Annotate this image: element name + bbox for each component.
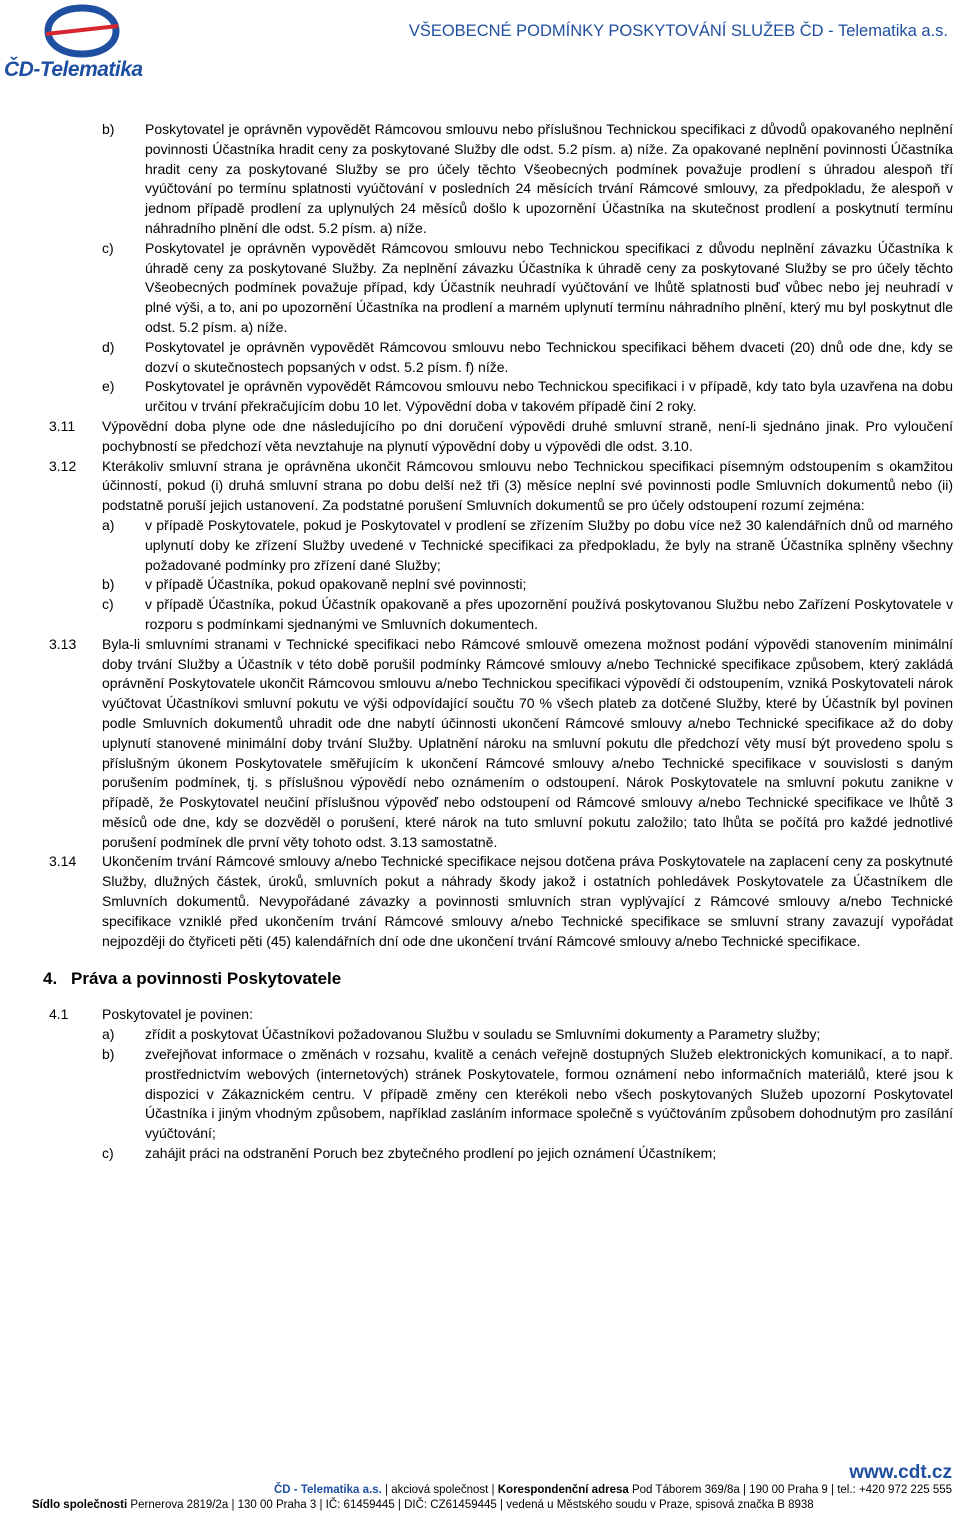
section-number: 4.	[43, 969, 58, 989]
item-text: zveřejňovat informace o změnách v rozsahu, kvalitě a cenách veřejně dostupných Služeb elektronických komunikací, a to např. prostřednictvím webových (internetových) stránek Poskytovatele, formou oznámení nebo informačních materiálů, které jsou k dispozici v Zákaznickém centru. V případě změny cen kterékoli nebo všech poskytovaných Služeb upozorní Poskytovatel Účastníka i jiným vhodným způsobem, například zasláním informace společně s vyúčtováním způsobem dohodnutým pro zasílání vyúčtování;	[145, 1046, 953, 1142]
item-text: Poskytovatel je oprávněn vypovědět Rámcovou smlouvu nebo Technickou specifikaci z důvodu neplnění závazku Účastníka k úhradě ceny za poskytované Služby. Za neplnění závazku Účastníka k úhradě ceny za poskytované Služby se pro účely těchto Všeobecných podmínek považuje případ, kdy Účastník neuhradí vyúčtování ve lhůtě splatnosti buď vůbec nebo jej neuhradí v plné výši, a to, ani po upozornění Účastníka na prodlení a marném uplynutí termínu náhradního plnění, který mu byl poskytnut dle odst. 5.2 písm. a) níže.	[145, 239, 953, 335]
clause-3-10-b	[102, 120, 953, 239]
clause-3-12	[49, 457, 953, 516]
footer-legal-form: akciová společnost	[391, 1484, 489, 1496]
clause-4-1-c	[102, 1144, 953, 1164]
footer-registry: vedená u Městského soudu v Praze, spisová značka B 8938	[506, 1499, 814, 1511]
footer-contact-line: ČD - Telematika a.s. | akciová společnost | Korespondenční adresa Pod Táborem 369/8a | 190 00 Praha 9 | tel.: +420 972 225 555	[273, 1484, 952, 1496]
item-label: c)	[102, 1145, 114, 1162]
clause-text: Poskytovatel je povinen:	[102, 1006, 253, 1023]
clause-3-10-c	[102, 239, 953, 338]
item-text: zahájit práci na odstranění Poruch bez zbytečného prodlení po jejich oznámení Účastníkem;	[145, 1145, 717, 1162]
footer-corr-address: Pod Táborem 369/8a | 190 00 Praha 9 |	[631, 1484, 835, 1496]
item-text: v případě Poskytovatele, pokud je Poskytovatel v prodlení se zřízením Služby po dobu více než 30 kalendářních dnů od marného uplynutí doby ke zřízení Služby uvedené v Technické specifikaci za předpokladu, že byly na straně Účastníka splněny všechny požadované podmínky pro zřízení dané Služby;	[145, 516, 953, 573]
clause-text: Kterákoliv smluvní strana je oprávněna ukončit Rámcovou smlouvu nebo Technickou specifikaci písemným odstoupením s okamžitou účinností, pokud (i) druhá smluvní strana po dobu delší než tři (3) měsíce neplní své povinnosti podle Smluvních dokumentů nebo (ii) podstatně poruší jejich ustanovení. Za podstatné porušení Smluvních dokumentů se pro účely odstoupení rozumí zejména:	[102, 457, 953, 514]
clause-number: 3.13	[49, 635, 77, 652]
item-label: b)	[102, 1046, 115, 1063]
clause-4-1-a	[102, 1025, 953, 1045]
clause-3-12-c	[102, 595, 953, 635]
logo-text: ČD-Telematika	[4, 58, 143, 81]
document-title: VŠEOBECNÉ PODMÍNKY POSKYTOVÁNÍ SLUŽEB ČD - Telematika a.s.	[408, 22, 948, 40]
footer-seat-address: Pernerova 2819/2a | 130 00 Praha 3 |	[130, 1499, 323, 1511]
footer-ic: IČ: 61459445	[325, 1499, 395, 1511]
clause-text: Výpovědní doba plyne ode dne následujícího po dni doručení výpovědi druhé smluvní straně, není-li sjednáno jinak. Pro vyloučení pochybností se předchozí věta nevztahuje na plynutí výpovědní doby u výpovědi dle odst. 3.10.	[102, 417, 953, 454]
clause-3-10-d	[102, 338, 953, 378]
clause-text: Byla-li smluvními stranami v Technické specifikaci nebo Rámcové smlouvě omezena možnost podání výpovědi stanovením minimální doby trvání Služby a Účastník v této době porušil podmínky Rámcové smlouvy a/nebo Technické specifikace způsobem, který zakládá oprávnění Poskytovatele ukončit Rámcovou smlouvu a/nebo Technickou specifikaci výpovědí či odstoupením, vzniká Poskytovateli nárok vyúčtovat Účastníkovi smluvní pokutu ve výši odpovídající součtu 70 % všech plateb za dotčené Služby, které by Účastník byl povinen podle Smluvních dokumentů uhradit ode dne nabytí účinnosti ukončení Rámcové smlouvy a/nebo Technické specifikace až do doby uplynutí stanovené minimální doby trvání Služby. Uplatnění nároku na smluvní pokutu dle předchozí věty musí být provedeno spolu s příslušným úkonem Poskytovatele směřujícím k ukončení Rámcové smlouvy a/nebo Technické specifikace v souvislosti s daným porušením podmínek, tj. s příslušnou výpovědí nebo oznámením o odstoupení. Nárok Poskytovatele na smluvní pokutu zanikne v případě, že Poskytovatel neučiní příslušnou výpověď nebo odstoupení od Rámcové smlouvy a/nebo Technické specifikace ve lhůtě 3 měsíců ode dne, kdy se dozvěděl o porušení, které nárok na tuto smluvní pokutu založilo; tato lhůta se počítá pro každé jednotlivé porušení podmínek dle první věty tohoto odst. 3.13 samostatně.	[102, 635, 953, 850]
item-label: c)	[102, 596, 114, 613]
clause-4-1-b	[102, 1045, 953, 1144]
clause-3-12-b	[102, 575, 953, 595]
item-text: Poskytovatel je oprávněn vypovědět Rámcovou smlouvu nebo Technickou specifikaci během dvaceti (20) dnů ode dne, kdy se dozví o skutečnostech popsaných v odst. 5.2 písm. f) níže.	[145, 338, 953, 375]
item-text: zřídit a poskytovat Účastníkovi požadovanou Službu v souladu se Smluvními dokumenty a Parametry služby;	[145, 1026, 821, 1043]
company-logo	[4, 4, 154, 84]
item-label: d)	[102, 338, 115, 355]
clause-number: 3.14	[49, 853, 77, 870]
item-label: e)	[102, 378, 115, 395]
item-label: a)	[102, 516, 115, 533]
item-label: b)	[102, 576, 115, 593]
footer-tel: tel.: +420 972 225 555	[837, 1484, 952, 1496]
item-text: v případě Účastníka, pokud opakovaně neplní své povinnosti;	[145, 576, 527, 593]
page-footer	[0, 1460, 960, 1517]
item-text: Poskytovatel je oprávněn vypovědět Rámcovou smlouvu nebo Technickou specifikaci i v případě, kdy tato byla uzavřena na dobu určitou v trvání překračujícím dobu 10 let. Výpovědní doba v takovém případě činí 2 roky.	[145, 378, 953, 415]
item-text: v případě Účastníka, pokud Účastník opakovaně a přes upozornění používá poskytovanou Službu nebo Zařízení Poskytovatele v rozporu s podmínkami sjednanými ve Smluvních dokumentech.	[145, 596, 953, 632]
clause-text: Ukončením trvání Rámcové smlouvy a/nebo Technické specifikace nejsou dotčena práva Poskytovatele na zaplacení ceny za poskytnuté Služby, dlužných částek, úroků, smluvních pokut a náhrady škody jakož i ostatních pohledávek Poskytovatele za Účastníkem dle Smluvních dokumentů. Nevypořádané závazky a povinnosti smluvních stran vyplývající z Rámcové smlouvy a/nebo Technické specifikace vzniklé před ukončením trvání Rámcové smlouvy a/nebo Technické specifikace se smluvní strany zavazují vypořádat nejpozději do čtyřiceti pěti (45) kalendářních dní ode dne ukončení trvání Rámcové smlouvy a/nebo Technické specifikace.	[102, 853, 953, 949]
page-header	[0, 0, 960, 90]
footer-dic: DIČ: CZ61459445	[404, 1499, 497, 1511]
footer-company: ČD - Telematika a.s.	[273, 1484, 382, 1496]
item-label: b)	[102, 121, 115, 137]
clause-number: 4.1	[49, 1006, 69, 1023]
item-label: a)	[102, 1026, 115, 1043]
item-text: Poskytovatel je oprávněn vypovědět Rámcovou smlouvu nebo příslušnou Technickou specifikaci z důvodů opakovaného neplnění povinnosti Účastníka hradit ceny za poskytované Služby dle odst. 5.2 písm. a) níže. Za opakované neplnění povinnosti Účastníka hradit ceny za poskytované Služby se pro účely těchto Všeobecných podmínek považuje prodlení s úhradou alespoň tří vyúčtování po termínu splatnosti vyúčtování v posledních 24 měsících trvání Rámcové smlouvy, za předpokladu, že alespoň v jednom případě prodlení za uplynulých 24 měsíců došlo k upozornění Účastníka na skutečnost prodlení a poskytnutí termínu náhradního plnění dle odst. 5.2 písm. a) níže.	[145, 121, 953, 236]
clause-3-13	[49, 635, 953, 853]
footer-corr-label: Korespondenční adresa	[497, 1484, 629, 1496]
section-heading	[43, 967, 953, 991]
clause-3-10-e	[102, 377, 953, 417]
website-link[interactable]: www.cdt.cz	[849, 1462, 952, 1483]
footer-seat-line: Sídlo společnosti Pernerova 2819/2a | 130 00 Praha 3 | IČ: 61459445 | DIČ: CZ61459445 | vedená u Městského soudu v Praze, spisová značka B 8938	[32, 1499, 814, 1511]
section-title-text: Práva a povinnosti Poskytovatele	[71, 969, 342, 989]
clause-number: 3.12	[49, 457, 77, 474]
document-body	[43, 120, 953, 1164]
clause-4-1	[49, 1005, 953, 1025]
clause-3-11	[49, 417, 953, 457]
footer-seat-label: Sídlo společnosti	[32, 1499, 128, 1511]
clause-3-12-a	[102, 516, 953, 575]
clause-3-14	[49, 852, 953, 951]
item-label: c)	[102, 239, 114, 256]
clause-number: 3.11	[49, 417, 76, 434]
logo-emblem-icon	[44, 4, 120, 58]
